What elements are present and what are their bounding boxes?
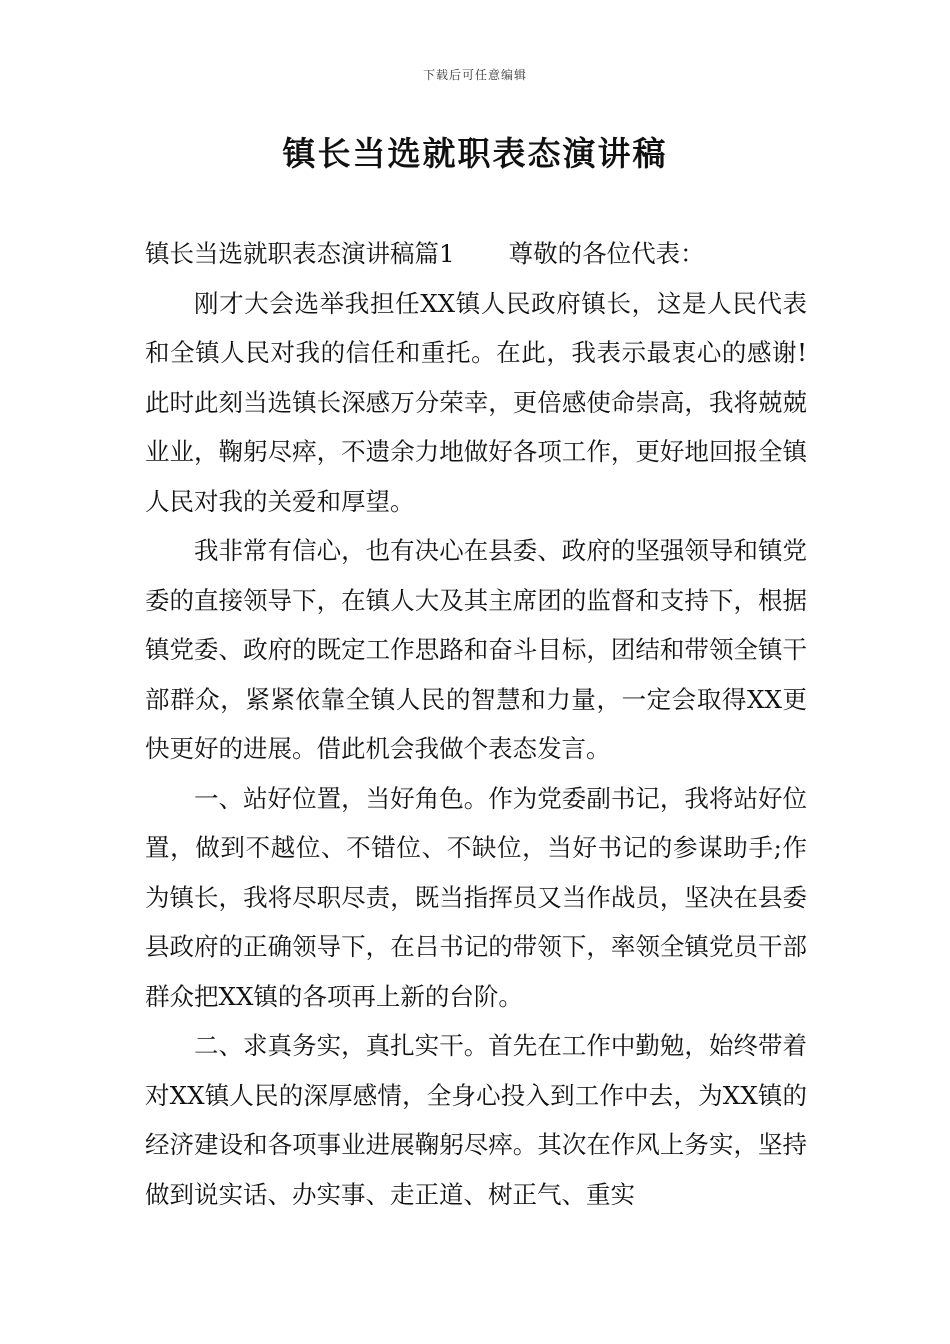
lead-line — [145, 229, 807, 279]
paragraph-3: 一、站好位置，当好角色。作为党委副书记，我将站好位置，做到不越位、不错位、不缺位，当好书记的参谋助手;作为镇长，我将尽职尽责，既当指挥员又当作战员，坚决在县委县政府的正确领导下，在吕书记的带领下，率领全镇党员干部群众把XX镇的各项再上新的台阶。 — [145, 783, 807, 1011]
section-label: 镇长当选就职表态演讲稿篇1 — [145, 239, 455, 268]
document-body — [145, 229, 807, 1219]
paragraph-2: 我非常有信心，也有决心在县委、政府的坚强领导和镇党委的直接领导下，在镇人大及其主席团的监督和支持下，根据镇党委、政府的既定工作思路和奋斗目标，团结和带领全镇干部群众，紧紧依靠全镇人民的智慧和力量，一定会取得XX更快更好的进展。借此机会我做个表态发言。 — [145, 536, 807, 763]
salutation: 尊敬的各位代表： — [508, 239, 705, 268]
paragraph-4: 二、求真务实，真扎实干。首先在工作中勤勉，始终带着对XX镇人民的深厚感情，全身心投入到工作中去，为XX镇的经济建设和各项事业进展鞠躬尽瘁。其次在作风上务实，坚持做到说实话、办实事、走正道、树正气、重实 — [145, 1031, 807, 1209]
paragraph-1: 刚才大会选举我担任XX镇人民政府镇长，这是人民代表和全镇人民对我的信任和重托。在此，我表示最衷心的感谢!此时此刻当选镇长深感万分荣幸，更倍感使命崇高，我将兢兢业业，鞠躬尽瘁，不遗余力地做好各项工作，更好地回报全镇人民对我的关爱和厚望。 — [145, 288, 807, 516]
document-title: 镇长当选就职表态演讲稿 — [282, 134, 668, 173]
header-note: 下载后可任意编辑 — [422, 68, 527, 82]
